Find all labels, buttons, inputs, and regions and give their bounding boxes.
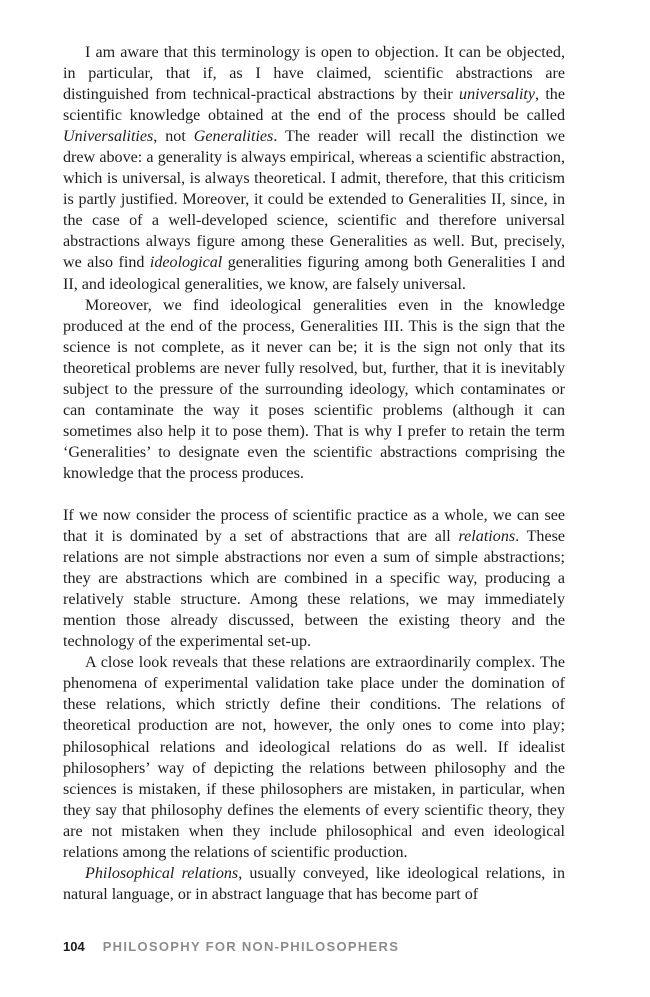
text-run: . These relations are not simple abstractions nor even a sum of simple abstractions; they are abstractions which are combined in a specific way, producing a relatively stable structure. Among these relations, we may immediately mention those already discussed, between the existing theory and the technology of the experimental set-up. xyxy=(63,528,566,651)
body-text xyxy=(63,42,565,905)
paragraph xyxy=(63,863,565,905)
paragraph xyxy=(63,652,565,862)
text-run: . The reader will recall the distinction we drew above: a generality is always empirical, whereas a scientific abstraction, which is universal, is always theoretical. I admit, therefore, that this criticism is partly justified. Moreover, it could be extended to Generalities II, since, in the case of a well-developed science, scientific and therefore universal abstractions always figure among these Generalities as well. But, precisely, we also find xyxy=(63,128,565,272)
text-run: A close look reveals that these relations are extraordinarily complex. The phenomena of experimental validation take place under the domination of these relations, which strictly define their conditions. The relations of theoretical production are not, however, the only ones to come into play; philosophical relations and ideological relations do as well. If idealist philosophers’ way of depicting the relations between philosophy and the sciences is mistaken, if these philosophers are mistaken, in particular, when they say that philosophy defines the elements of every scientific theory, they are not mistaken when they include philosophical and even ideological relations among the relations of scientific production. xyxy=(63,654,565,861)
text-run: , usually conveyed, like ideological relations, in natural language, or in abstract language that has become part of xyxy=(63,864,565,903)
italic-text: ideological xyxy=(149,254,223,272)
text-run: generalities figuring among both Generalities I and II, and ideological generalities, we know, are falsely universal. xyxy=(63,254,565,293)
running-title: PHILOSOPHY FOR NON-PHILOSOPHERS xyxy=(102,939,400,954)
italic-text: relations xyxy=(458,528,516,546)
italic-text: Philosophical relations xyxy=(85,864,239,882)
text-run: Moreover, we find ideological generalities even in the knowledge produced at the end of the process, Generalities III. This is the sign that the science is not complete, as it never can be; it is the sign not only that its theoretical problems are never fully resolved, but, further, that it is inevitably subject to the pressure of the surrounding ideology, which contaminates or can contaminate the way it poses scientific problems (although it can sometimes also help it to pose them). That is why I prefer to retain the term ‘Generalities’ to designate even the scientific abstractions comprising the knowledge that the process produces. xyxy=(63,296,565,482)
italic-text: Universalities xyxy=(63,128,154,146)
italic-text: Generalities xyxy=(193,128,274,146)
paragraph xyxy=(63,295,565,484)
page-footer xyxy=(63,939,399,954)
section-break xyxy=(63,484,565,505)
italic-text: universality xyxy=(459,86,536,104)
text-run: , the scientific knowledge obtained at the end of the process should be called xyxy=(63,86,565,125)
paragraph xyxy=(63,42,565,295)
text-run: , not xyxy=(153,128,194,146)
text-run: If we now consider the process of scientific practice as a whole, we can see that it is dominated by a set of abstractions that are all xyxy=(63,506,565,546)
paragraph xyxy=(63,505,565,652)
page-number: 104 xyxy=(63,939,85,954)
text-run: I am aware that this terminology is open to objection. It can be objected, in particular, that if, as I have claimed, scientific abstractions are distinguished from technical-practical abstractions by their xyxy=(63,44,565,104)
